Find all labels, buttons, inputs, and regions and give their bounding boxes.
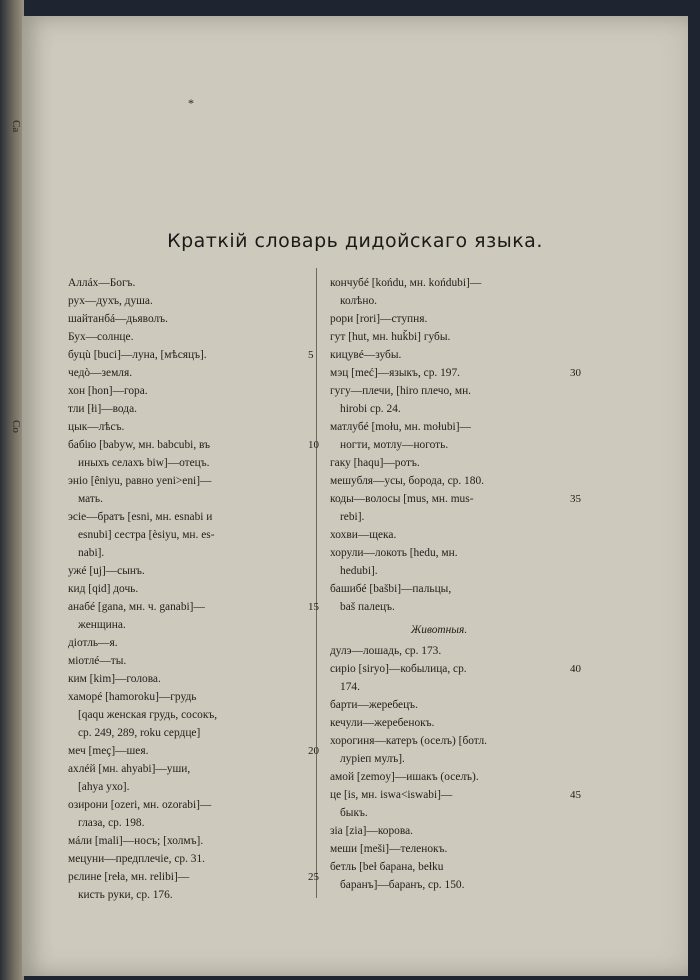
entry-line: nabi]. bbox=[78, 547, 105, 559]
dictionary-entry bbox=[330, 472, 558, 490]
dictionary-entry bbox=[330, 310, 558, 328]
entry-line: 174. bbox=[340, 681, 360, 693]
page-title: Краткій словарь дидойскаго языка. bbox=[167, 230, 543, 252]
dictionary-entry bbox=[68, 562, 300, 580]
entry-line: кицувé—зубы. bbox=[330, 349, 402, 361]
dictionary-entry bbox=[330, 544, 558, 580]
entry-line: кисть руки, ср. 176. bbox=[78, 889, 173, 901]
dictionary-entry bbox=[330, 768, 558, 786]
entry-line: хорули—локоть [hedu, мн. bbox=[330, 547, 458, 559]
entry-line: мешубля—усы, борода, ср. 180. bbox=[330, 475, 484, 487]
right-column bbox=[330, 274, 581, 894]
dictionary-entry bbox=[330, 660, 581, 696]
dictionary-entry bbox=[330, 454, 558, 472]
entry-line: rebi]. bbox=[340, 511, 365, 523]
dictionary-entry bbox=[68, 652, 300, 670]
entry-line: сиріо [siryo]—кобылица, ср. bbox=[330, 663, 467, 675]
entry-line: тли [łi]—вода. bbox=[68, 403, 137, 415]
entry-line: ногти, мотлу—ноготь. bbox=[340, 439, 449, 451]
entry-line: анабé [gana, мн. ч. ganabi]— bbox=[68, 601, 205, 613]
dictionary-entry bbox=[330, 858, 558, 894]
entry-line: меши [meši]—теленокъ. bbox=[330, 843, 448, 855]
dictionary-entry bbox=[68, 310, 300, 328]
dictionary-entry bbox=[68, 580, 300, 598]
entry-line: матлубé [mołu, мн. mołubi]— bbox=[330, 421, 471, 433]
entry-line: рух—духъ, душа. bbox=[68, 295, 153, 307]
dictionary-entry bbox=[330, 696, 558, 714]
entry-line: діотль—я. bbox=[68, 637, 118, 649]
entry-line: це [is, мн. iswa<iswabi]— bbox=[330, 789, 453, 801]
dictionary-entry bbox=[68, 868, 319, 904]
entry-line: міотлé—ты. bbox=[68, 655, 127, 667]
entry-line: лурiеп мулъ]. bbox=[340, 753, 405, 765]
book-page bbox=[22, 16, 688, 976]
entry-line: esnubi] сестра [èsiyu, мн. es- bbox=[78, 529, 215, 541]
entry-line: башибé [bašbi]—пальцы, bbox=[330, 583, 452, 595]
entry-line: эніо [êniyu, равно yeni>eni]— bbox=[68, 475, 212, 487]
entry-line: baš палецъ. bbox=[340, 601, 395, 613]
entry-line: женщина. bbox=[78, 619, 126, 631]
book-spine bbox=[0, 0, 24, 980]
entry-line: [qaqu женская грудь, сосокъ, bbox=[78, 709, 218, 721]
dictionary-entry bbox=[330, 328, 558, 346]
entry-line: рори [rori]—ступня. bbox=[330, 313, 428, 325]
entry-line: хон [hon]—гора. bbox=[68, 385, 148, 397]
dictionary-entry bbox=[68, 670, 300, 688]
dictionary-entry bbox=[68, 472, 300, 508]
dictionary-entry bbox=[68, 418, 300, 436]
dictionary-entry bbox=[330, 418, 558, 454]
dictionary-entry bbox=[330, 580, 558, 616]
entry-line: баранъ]—баранъ, ср. 150. bbox=[340, 879, 465, 891]
entry-line: озирони [ozeri, мн. ozorabi]— bbox=[68, 799, 212, 811]
entry-line: мецуни—предплечіе, ср. 31. bbox=[68, 853, 206, 865]
line-number: 5 bbox=[308, 349, 314, 361]
entry-line: буцù [buci]—луна, [мѣсяцъ]. bbox=[68, 349, 207, 361]
entry-line: хохви—щека. bbox=[330, 529, 397, 541]
entry-line: Аллáх—Богъ. bbox=[68, 277, 136, 289]
dictionary-entry bbox=[68, 598, 319, 634]
entry-line: коды—волосы [mus, мн. mus- bbox=[330, 493, 474, 505]
entry-line: кид [qid] дочь. bbox=[68, 583, 139, 595]
dictionary-entry bbox=[330, 786, 581, 822]
line-number: 25 bbox=[308, 871, 319, 883]
entry-line: ужé [uj]—сынъ. bbox=[68, 565, 145, 577]
ink-mark: * bbox=[188, 96, 194, 110]
dictionary-entry bbox=[68, 436, 319, 472]
entry-line: шайтанбá—дьяволъ. bbox=[68, 313, 168, 325]
dictionary-entry bbox=[68, 346, 314, 364]
dictionary-entry bbox=[330, 822, 558, 840]
dictionary-entry bbox=[68, 832, 300, 850]
previous-page-text-fragment: Co bbox=[10, 420, 22, 433]
entry-line: хаморé [hamoroku]—грудь bbox=[68, 691, 197, 703]
dictionary-entry bbox=[68, 328, 300, 346]
dictionary-entry bbox=[330, 490, 581, 526]
entry-line: [ahya ухо]. bbox=[78, 781, 130, 793]
left-column bbox=[68, 274, 319, 904]
entry-line: кончубé [końdu, мн. końdubi]— bbox=[330, 277, 482, 289]
entry-line: рєлине [reła, мн. relibi]— bbox=[68, 871, 190, 883]
line-number: 10 bbox=[308, 439, 319, 451]
entry-line: зіа [zia]—корова. bbox=[330, 825, 413, 837]
dictionary-entry bbox=[330, 526, 558, 544]
dictionary-entry bbox=[330, 274, 558, 310]
entry-line: цык—лѣсъ. bbox=[68, 421, 125, 433]
entry-line: бетль [beł барана, bełku bbox=[330, 861, 444, 873]
dictionary-entry bbox=[68, 634, 300, 652]
entry-line: кечули—жеребенокъ. bbox=[330, 717, 435, 729]
dictionary-entry bbox=[68, 742, 319, 760]
dictionary-entry bbox=[330, 732, 558, 768]
previous-page-text-fragment: Ca bbox=[10, 120, 22, 133]
column-divider bbox=[316, 268, 317, 898]
entry-line: амой [zemoy]—ишакъ (оселъ). bbox=[330, 771, 479, 783]
entry-line: чедò—земля. bbox=[68, 367, 133, 379]
entry-line: Бух—солнце. bbox=[68, 331, 134, 343]
dictionary-entry bbox=[68, 382, 300, 400]
line-number: 15 bbox=[308, 601, 319, 613]
entry-line: ахлéй [мн. ahyabi]—уши, bbox=[68, 763, 191, 775]
entry-line: глаза, ср. 198. bbox=[78, 817, 145, 829]
entry-line: бабію [babyw, мн. babcubi, въ bbox=[68, 439, 211, 451]
dictionary-entry bbox=[330, 714, 558, 732]
dictionary-entry bbox=[330, 382, 558, 418]
dictionary-entry bbox=[68, 688, 300, 742]
dictionary-entry bbox=[68, 400, 300, 418]
dictionary-entry bbox=[68, 508, 300, 562]
entry-line: hirobi ср. 24. bbox=[340, 403, 401, 415]
dictionary-entry bbox=[68, 292, 300, 310]
dictionary-entry bbox=[330, 840, 558, 858]
section-heading: Животныя. bbox=[410, 624, 468, 636]
entry-line: дулэ—лошадь, ср. 173. bbox=[330, 645, 442, 657]
dictionary-entry bbox=[68, 760, 300, 796]
entry-line: ср. 249, 289, roku сердце] bbox=[78, 727, 201, 739]
line-number: 40 bbox=[570, 663, 581, 675]
entry-line: колѣно. bbox=[340, 295, 378, 307]
dictionary-entry bbox=[330, 642, 558, 660]
entry-line: гаку [haqu]—ротъ. bbox=[330, 457, 420, 469]
entry-line: гугу—плечи, [hiro плечо, мн. bbox=[330, 385, 472, 397]
entry-line: эсіе—братъ [esni, мн. esnabi и bbox=[68, 511, 213, 523]
entry-line: мáли [mali]—носъ; [холмъ]. bbox=[68, 835, 204, 847]
dictionary-entry bbox=[330, 346, 558, 364]
entry-line: иныхъ селахъ biw]—отецъ. bbox=[78, 457, 210, 469]
entry-line: хорогиня—катеръ (оселъ) [ботл. bbox=[330, 735, 488, 747]
entry-line: мэц [meć]—языкъ, ср. 197. bbox=[330, 367, 461, 379]
entry-line: барти—жеребецъ. bbox=[330, 699, 418, 711]
dictionary-entry bbox=[68, 364, 300, 382]
dictionary-entry bbox=[68, 796, 300, 832]
entry-line: hedubi]. bbox=[340, 565, 378, 577]
dictionary-entry bbox=[68, 850, 300, 868]
dictionary-entry bbox=[68, 274, 300, 292]
line-number: 45 bbox=[570, 789, 581, 801]
entry-line: мать. bbox=[78, 493, 103, 505]
entry-line: меч [meç]—шея. bbox=[68, 745, 149, 757]
entry-line: быкъ. bbox=[340, 807, 368, 819]
line-number: 30 bbox=[570, 367, 581, 379]
dictionary-entry bbox=[330, 364, 581, 382]
line-number: 35 bbox=[570, 493, 581, 505]
entry-line: ким [kim]—голова. bbox=[68, 673, 161, 685]
entry-line: гут [hut, мн. huǩbi] губы. bbox=[330, 331, 451, 343]
line-number: 20 bbox=[308, 745, 319, 757]
